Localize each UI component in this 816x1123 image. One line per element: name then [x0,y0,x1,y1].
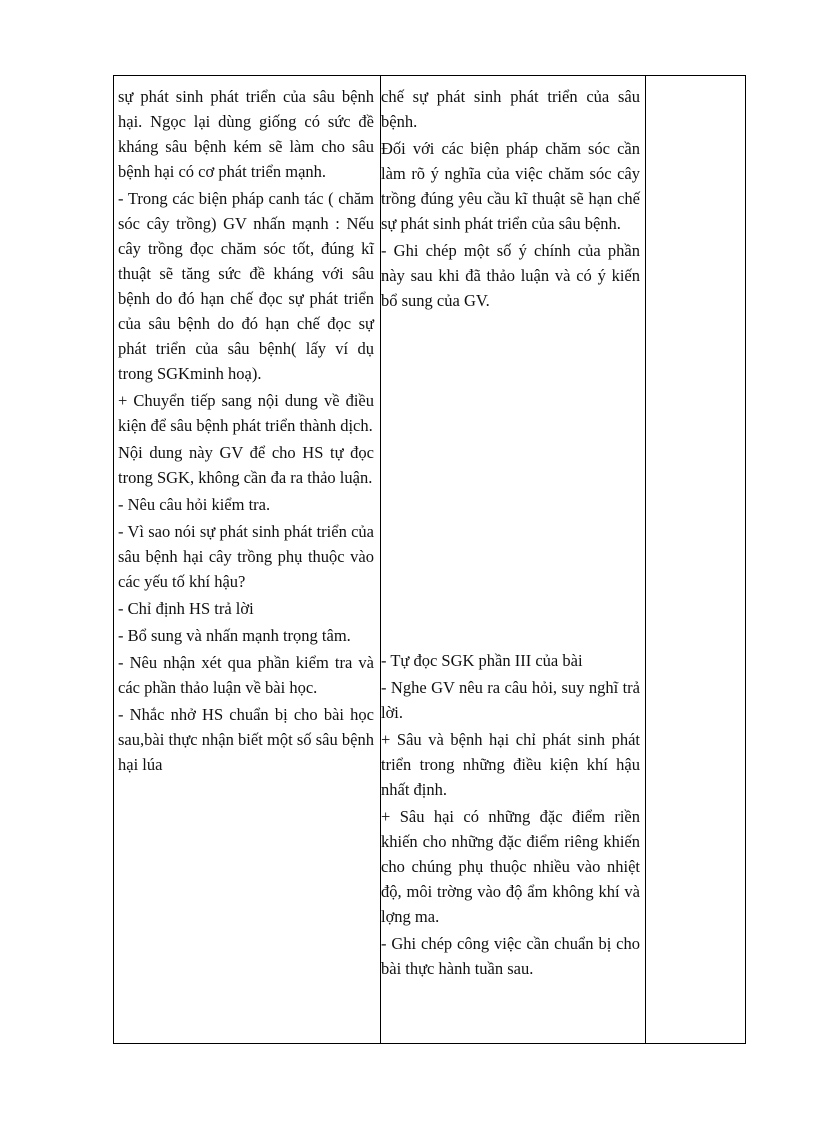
student-paragraph: chế sự phát sinh phát triển của sâu bệnh. [381,87,640,131]
student-paragraph: - Tự đọc SGK phần III của bài [381,651,583,670]
student-paragraph: - Ghi chép một số ý chính của phần này sau khi đã thảo luận và có ý kiến bổ sung của GV. [381,241,640,310]
teacher-paragraph: - Chỉ định HS trả lời [118,599,254,618]
student-paragraph: + Sâu và bệnh hại chỉ phát sinh phát triển trong những điều kiện khí hậu nhất định. [381,730,640,799]
column-divider [645,76,646,1043]
column-gap [381,315,640,648]
student-paragraph: - Nghe GV nêu ra câu hỏi, suy nghĩ trả lời. [381,678,640,722]
teacher-paragraph: sự phát sinh phát triển của sâu bệnh hại. Ngọc lại dùng giống có sức đề kháng sâu bệnh kém sẽ làm cho sâu bệnh hại có cơ phát triển mạnh. [118,87,374,181]
teacher-paragraph: - Nêu câu hỏi kiểm tra. [118,495,271,514]
teacher-activity-column [118,84,374,779]
teacher-paragraph: - Bổ sung và nhấn mạnh trọng tâm. [118,626,351,645]
teacher-paragraph: - Nhắc nhở HS chuẩn bị cho bài học sau,bài thực nhận biết một số sâu bệnh hại lúa [118,705,374,774]
teacher-paragraph: - Vì sao nói sự phát sinh phát triển của sâu bệnh hại cây trồng phụ thuộc vào các yếu tố khí hậu? [118,522,374,591]
student-paragraph: + Sâu hại có những đặc điểm riền khiến cho những đặc điểm riêng khiến cho chúng phụ thuộc nhiều vào nhiệt độ, môi trờng vào độ ẩm không khí và lợng ma. [381,807,640,926]
teacher-paragraph: - Trong các biện pháp canh tác ( chăm sóc cây trồng) GV nhấn mạnh : Nếu cây trồng đọc chăm sóc tốt, đúng kĩ thuật sẽ tăng sức đề kháng với sâu bệnh do đó hạn chế đọc sự phát triển của sâu bệnh do đó hạn chế đọc sự phát triển của sâu bệnh( lấy ví dụ trong SGKminh hoạ). [118,189,374,383]
teacher-paragraph: Nội dung này GV để cho HS tự đọc trong SGK, không cần đa ra thảo luận. [118,443,374,487]
teacher-paragraph: + Chuyển tiếp sang nội dung về điều kiện để sâu bệnh phát triển thành dịch. [118,391,374,435]
student-paragraph: Đối với các biện pháp chăm sóc cần làm rõ ý nghĩa của việc chăm sóc cây trồng đúng yêu cầu kĩ thuật sẽ hạn chế sự phát sinh phát triển của sâu bệnh. [381,139,640,233]
lesson-table [113,75,746,1044]
teacher-paragraph: - Nêu nhận xét qua phần kiểm tra và các phần thảo luận về bài học. [118,653,374,697]
student-activity-column [381,84,640,983]
student-paragraph: - Ghi chép công việc cần chuẩn bị cho bài thực hành tuần sau. [381,934,640,978]
